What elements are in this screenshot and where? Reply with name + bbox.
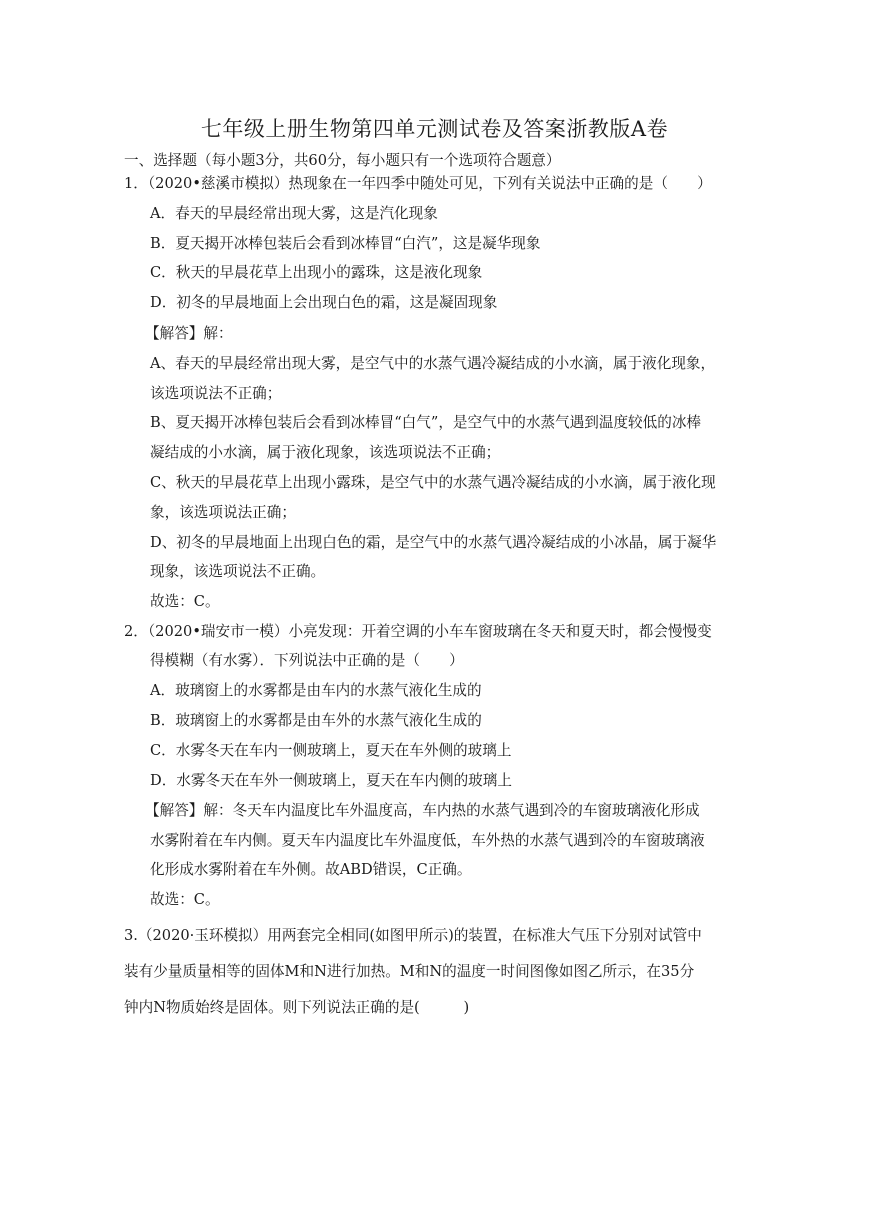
question-2-answer-line: 【解答】解：冬天车内温度比车外温度高，车内热的水蒸气遇到冷的车窗玻璃液化形成 — [145, 802, 700, 819]
question-1-answer-line: C、秋天的早晨花草上出现小露珠，是空气中的水蒸气遇冷凝结成的小水滴，属于液化现 — [150, 474, 716, 491]
question-1-option-a: A．春天的早晨经常出现大雾，这是汽化现象 — [150, 205, 438, 222]
question-1-option-b: B．夏天揭开冰棒包装后会看到冰棒冒“白汽”，这是凝华现象 — [150, 235, 541, 252]
question-3-stem-line: 钟内N物质始终是固体。则下列说法正确的是( ) — [124, 999, 470, 1016]
question-2-stem-line: 得模糊（有水雾）．下列说法中正确的是（ ） — [150, 652, 464, 669]
page-title: 七年级上册生物第四单元测试卷及答案浙教版A卷 — [200, 117, 669, 141]
question-3-stem-line: 3.（2020·玉环模拟）用两套完全相同(如图甲所示)的装置，在标准大气压下分别对试管中 — [124, 927, 702, 944]
question-1-stem: 1．（2020•慈溪市模拟）热现象在一年四季中随处可见，下列有关说法中正确的是（ ） — [124, 175, 712, 192]
question-1-option-d: D．初冬的早晨地面上会出现白色的霜，这是凝固现象 — [150, 294, 498, 311]
question-1-answer-line: B、夏天揭开冰棒包装后会看到冰棒冒“白气”，是空气中的水蒸气遇到温度较低的冰棒 — [150, 414, 702, 431]
question-2-answer-line: 水雾附着在车内侧。夏天车内温度比车外温度低，车外热的水蒸气遇到冷的车窗玻璃液 — [150, 832, 705, 849]
question-2-conclusion: 故选：C。 — [150, 891, 220, 908]
question-2-option-b: B．玻璃窗上的水雾都是由车外的水蒸气液化生成的 — [150, 712, 482, 729]
question-1-option-c: C．秋天的早晨花草上出现小的露珠，这是液化现象 — [150, 264, 483, 281]
question-2-option-a: A．玻璃窗上的水雾都是由车内的水蒸气液化生成的 — [150, 682, 482, 699]
question-1-answer-line: D、初冬的早晨地面上出现白色的霜，是空气中的水蒸气遇冷凝结成的小冰晶，属于凝华 — [150, 534, 717, 551]
question-1-answer-line: A、春天的早晨经常出现大雾，是空气中的水蒸气遇冷凝结成的小水滴，属于液化现象， — [150, 355, 716, 372]
question-2-option-d: D．水雾冬天在车外一侧玻璃上，夏天在车内侧的玻璃上 — [150, 772, 512, 789]
question-1-answer-line: 现象，该选项说法不正确。 — [150, 563, 326, 580]
question-1-answer-line: 该选项说法不正确； — [150, 385, 282, 402]
question-2-option-c: C．水雾冬天在车内一侧玻璃上，夏天在车外侧的玻璃上 — [150, 742, 512, 759]
question-2-answer-line: 化形成水雾附着在车外侧。故ABD错误，C正确。 — [150, 861, 472, 878]
question-1-conclusion: 故选：C。 — [150, 593, 220, 610]
question-1-answer-label: 【解答】解： — [145, 325, 233, 342]
question-1-answer-line: 象，该选项说法正确； — [150, 504, 296, 521]
question-2-stem-line: 2．（2020•瑞安市一模）小亮发现：开着空调的小车车窗玻璃在冬天和夏天时，都会慢慢变 — [124, 623, 712, 640]
section-heading: 一、选择题（每小题3分，共60分，每小题只有一个选项符合题意） — [124, 152, 561, 169]
question-1-answer-line: 凝结成的小水滴，属于液化现象，该选项说法不正确； — [150, 444, 501, 461]
question-3-stem-line: 装有少量质量相等的固体M和N进行加热。M和N的温度一时间图像如图乙所示，在35分 — [124, 963, 695, 980]
